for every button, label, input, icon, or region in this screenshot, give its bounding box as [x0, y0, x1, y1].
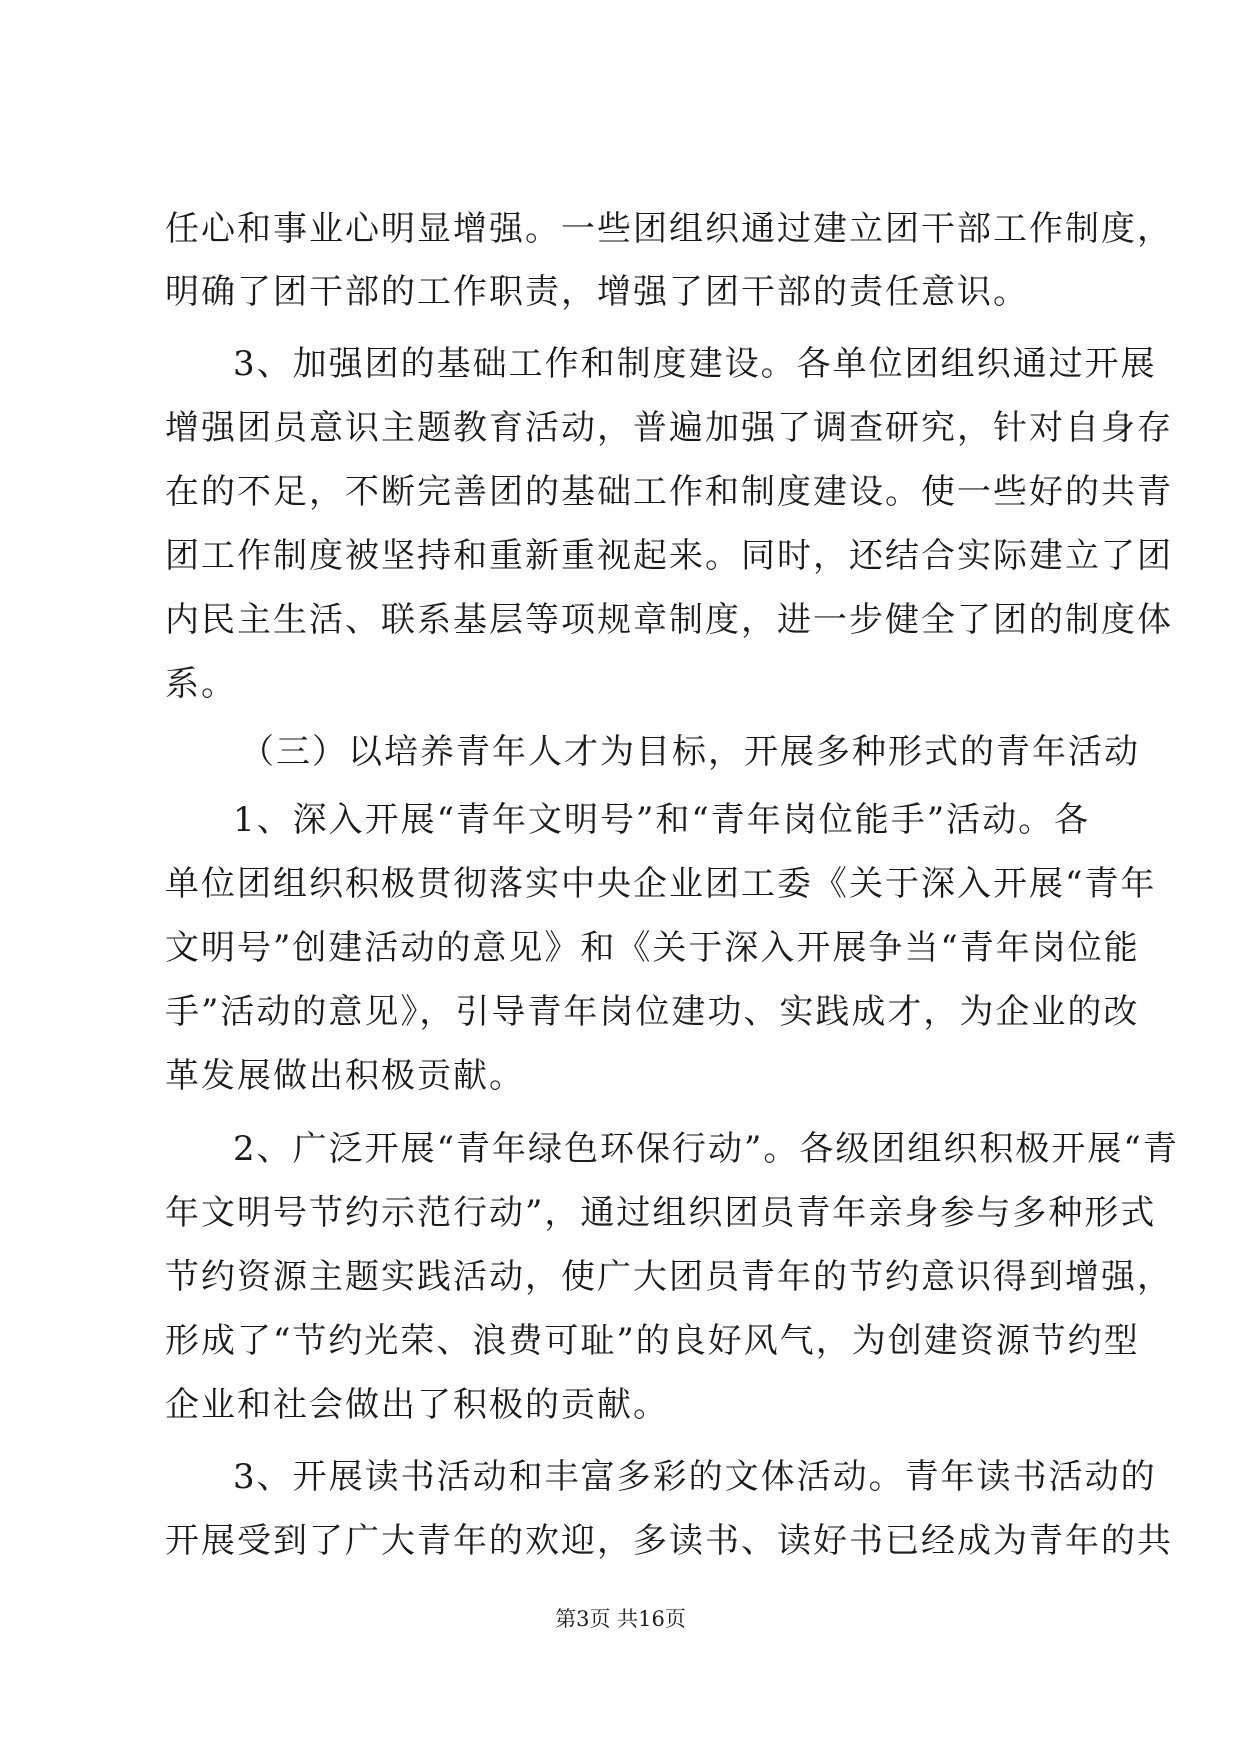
- body-text-line: 系。: [165, 664, 237, 704]
- body-text-line: 革发展做出积极贡献。: [165, 1056, 525, 1096]
- body-text-line: 在的不足，不断完善团的基础工作和制度建设。使一些好的共青: [165, 472, 1173, 512]
- body-text-line: 开展受到了广大青年的欢迎，多读书、读好书已经成为青年的共: [165, 1521, 1173, 1561]
- body-text-line: 增强团员意识主题教育活动，普遍加强了调查研究，针对自身存: [165, 408, 1173, 448]
- body-text-line: 年文明号节约示范行动”，通过组织团员青年亲身参与多种形式: [165, 1193, 1157, 1233]
- body-text-line: 单位团组织积极贯彻落实中央企业团工委《关于深入开展“青年: [165, 864, 1157, 904]
- section-heading: （三）以培养青年人才为目标，开展多种形式的青年活动: [240, 732, 1140, 772]
- paragraph-start-line: 1、深入开展“青年文明号”和“青年岗位能手”活动。各: [233, 800, 1091, 840]
- body-text-line: 手”活动的意见》，引导青年岗位建功、实践成才，为企业的改: [165, 992, 1140, 1032]
- body-text-line: 节约资源主题实践活动，使广大团员青年的节约意识得到增强，: [165, 1257, 1173, 1297]
- body-text-line: 明确了团干部的工作职责，增强了团干部的责任意识。: [165, 272, 1029, 312]
- paragraph-start-line: 3、加强团的基础工作和制度建设。各单位团组织通过开展: [233, 344, 1157, 384]
- body-text-line: 文明号”创建活动的意见》和《关于深入开展争当“青年岗位能: [165, 928, 1140, 968]
- body-text-line: 团工作制度被坚持和重新重视起来。同时，还结合实际建立了团: [165, 536, 1173, 576]
- body-text-line: 形成了“节约光荣、浪费可耻”的良好风气，为创建资源节约型: [165, 1321, 1140, 1361]
- body-text-line: 内民主生活、联系基层等项规章制度，进一步健全了团的制度体: [165, 600, 1173, 640]
- paragraph-start-line: 2、广泛开展“青年绿色环保行动”。各级团组织积极开展“青: [233, 1129, 1179, 1169]
- body-text-line: 任心和事业心明显增强。一些团组织通过建立团干部工作制度，: [165, 209, 1173, 249]
- page-number-footer: 第3页 共16页: [555, 1607, 686, 1631]
- body-text-line: 企业和社会做出了积极的贡献。: [165, 1385, 669, 1425]
- paragraph-start-line: 3、开展读书活动和丰富多彩的文体活动。青年读书活动的: [233, 1457, 1157, 1497]
